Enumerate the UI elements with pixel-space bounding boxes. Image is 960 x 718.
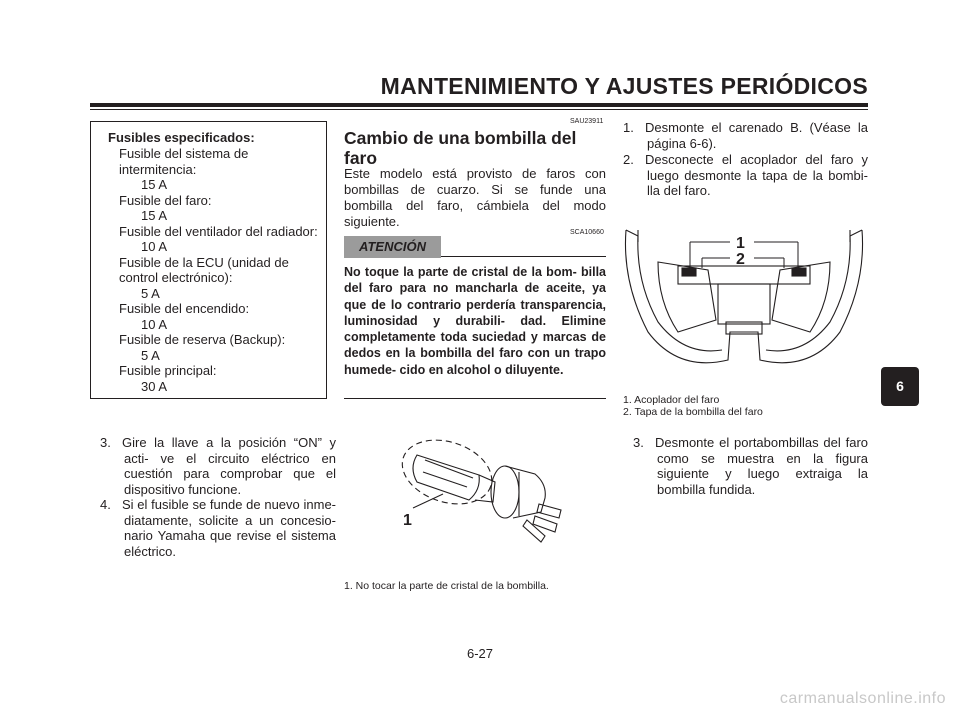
step-number: 3. (100, 435, 111, 450)
headlight-callout-1: 1 (736, 235, 745, 252)
fuse-name: Fusible principal: (119, 363, 217, 378)
fuse-value: 15 A (141, 177, 168, 192)
bulb-caption: 1. No tocar la parte de cristal de la bombilla. (344, 580, 549, 592)
header-rule (90, 103, 868, 107)
fuse-name: Fusible del ventilador del radiador: (119, 223, 318, 239)
fuse-value: 10 A (141, 239, 168, 254)
step-text: Desconecte el acoplador del faro y luego desmonte la tapa de la bombi- lla del faro. (645, 152, 868, 199)
fuse-value: 5 A (141, 285, 160, 301)
step-number: 2. (623, 152, 634, 167)
step-2-right (623, 152, 868, 199)
caution-text: No toque la parte de cristal de la bom- billa del faro para no mancharla de aceite, ya que de lo contrario perdería transparencia, luminosidad y durabili- dad. Elimine completamente toda suciedad y marcas de dedos en la bombilla del faro con un trapo humede- cido en alcohol o diluyente. (344, 265, 606, 377)
section-body: Este modelo está provisto de faros con bombillas de cuarzo. Si se funde una bombilla del faro, cámbiela del modo siguiente. (344, 166, 606, 229)
step-number: 4. (100, 497, 111, 512)
step-1-right (623, 120, 868, 151)
headlight-callout-2: 2 (736, 251, 745, 268)
fuse-name: Fusible del sistema de intermitencia: (119, 146, 249, 177)
fuse-spec-list (119, 146, 319, 394)
step-text: Si el fusible se funde de nuevo inme- diatamente, solicite a un concesio- nario Yamaha que revise el sistema eléctrico. (122, 497, 336, 559)
step-3-right (633, 435, 868, 497)
section-title: Cambio de una bombilla del faro (344, 128, 577, 168)
fuse-value: 15 A (141, 208, 168, 223)
step-text: Gire la llave a la posición “ON” y acti- ve el circuito eléctrico en cuestión para comprobar que el dispositivo funcione. (122, 435, 336, 497)
step-text: Desmonte el portabombillas del faro como se muestra en la figura siguiente y luego extraiga la bombilla fundida. (655, 435, 868, 497)
watermark: carmanualsonline.info (779, 690, 946, 707)
glass-zone-outline (395, 429, 500, 514)
headlight-illustration (618, 222, 870, 390)
step-number: 1. (623, 120, 634, 135)
step-number: 3. (633, 435, 644, 450)
bulb-callout-1: 1 (403, 512, 412, 529)
fuse-name: Fusible de reserva (Backup): (119, 332, 286, 347)
header-rule-thin (90, 109, 868, 110)
fuse-name: Fusible del encendido: (119, 301, 250, 316)
bulb-illustration (395, 420, 585, 560)
fuse-name: Fusible del faro: (119, 192, 212, 208)
fuse-spec-box (90, 121, 327, 399)
page-number: 6-27 (466, 646, 494, 661)
step-4-left (100, 497, 336, 559)
caution-rule (441, 256, 606, 257)
step-text: Desmonte el carenado B. (Véase la página 6-6). (645, 120, 868, 151)
fuse-value: 30 A (141, 378, 168, 394)
page-title: MANTENIMIENTO Y AJUSTES PERIÓDICOS (380, 73, 868, 99)
headlight-caption-1: 1. Acoplador del faro (623, 394, 720, 406)
caution-code: SCA10660 (570, 229, 604, 236)
section-code: SAU23911 (570, 118, 604, 125)
caution-badge (344, 236, 441, 258)
caution-end-rule (344, 398, 606, 399)
fuse-value: 5 A (141, 347, 160, 363)
headlight-caption-2: 2. Tapa de la bombilla del faro (623, 406, 763, 418)
step-3-left (100, 435, 336, 497)
fuse-value: 10 A (141, 316, 168, 332)
caution-label: ATENCIÓN (359, 239, 426, 254)
fuse-spec-heading: Fusibles especificados: (108, 130, 255, 145)
fuse-name: Fusible de la ECU (unidad de control electrónico): (119, 254, 289, 285)
chapter-tab: 6 (881, 367, 919, 406)
